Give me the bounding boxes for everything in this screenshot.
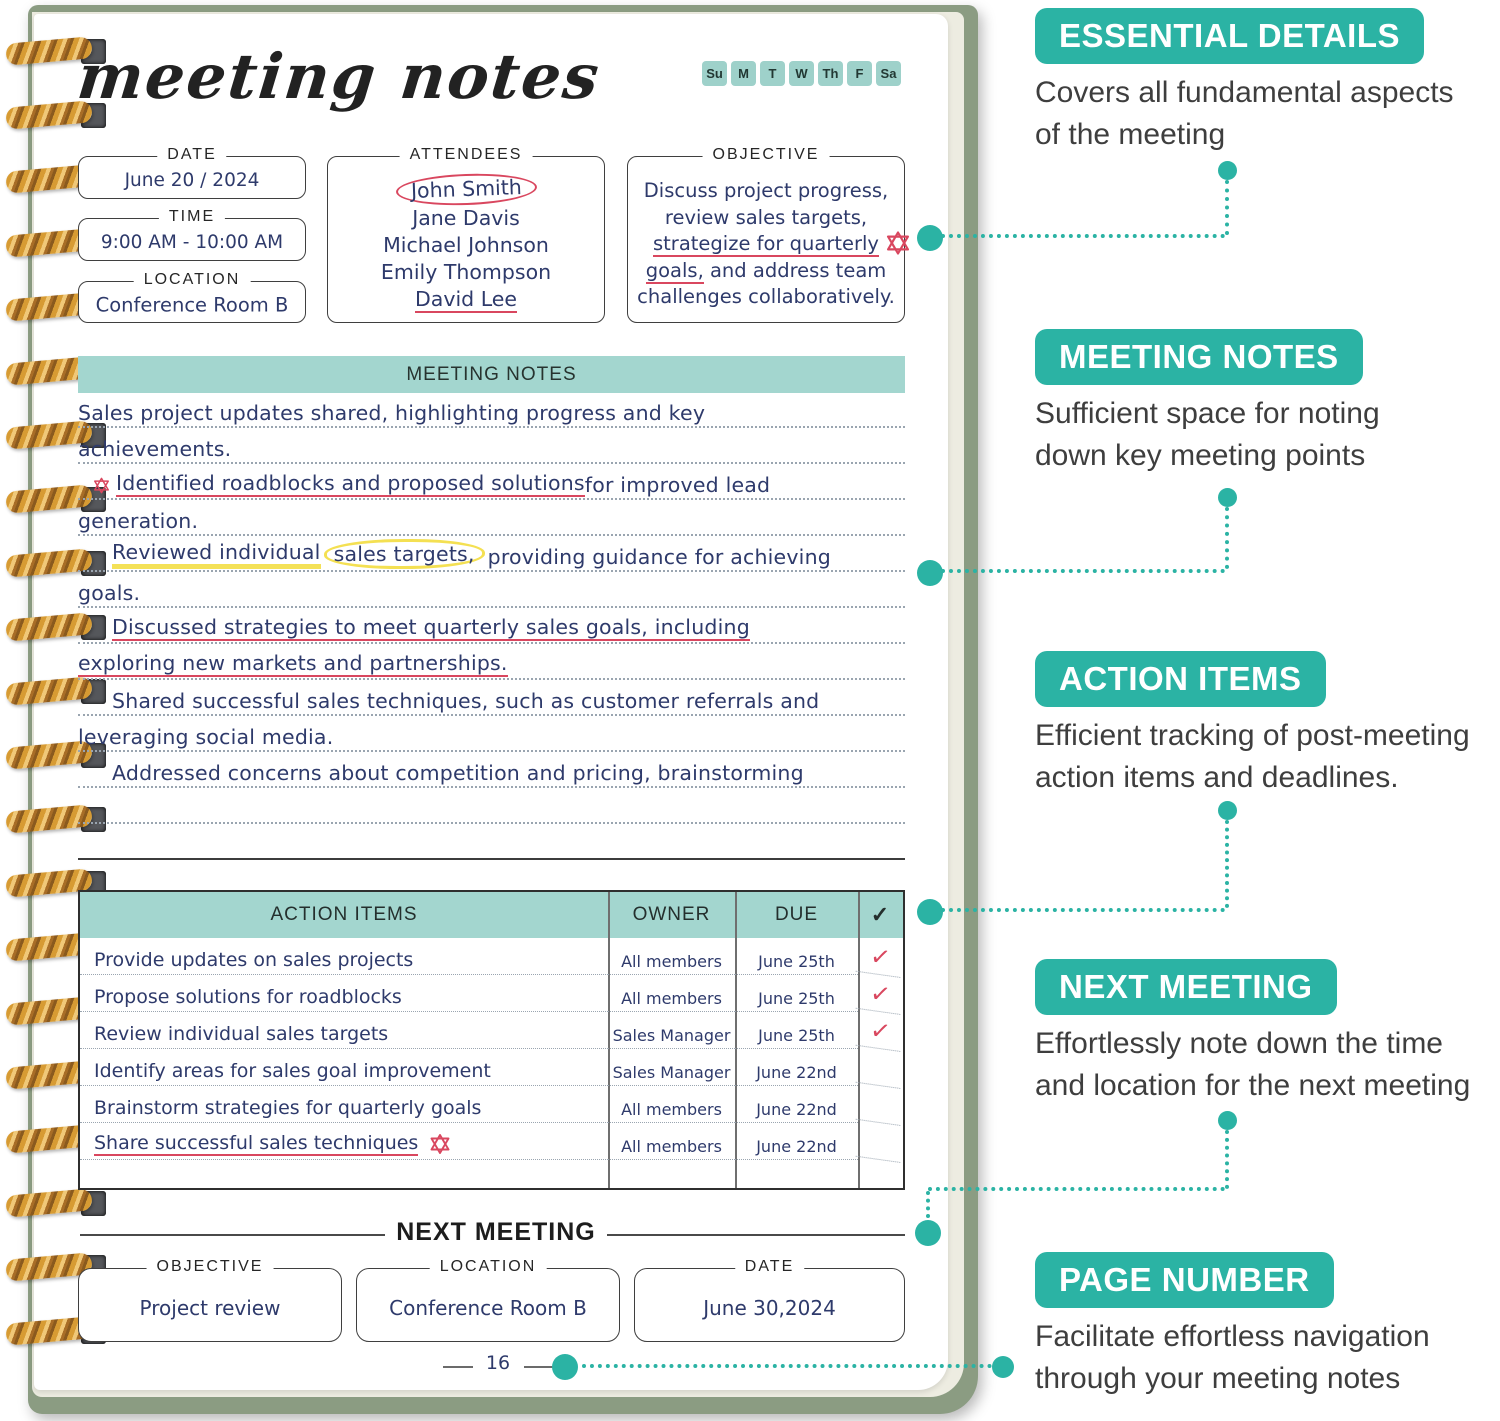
weekday-su: Su bbox=[702, 61, 727, 86]
next-date-value: June 30,2024 bbox=[703, 1295, 836, 1320]
annotation-badge: ACTION ITEMS bbox=[1035, 651, 1326, 707]
next-date-box bbox=[634, 1258, 905, 1342]
location-label: LOCATION bbox=[134, 271, 251, 289]
page-title: meeting notes bbox=[74, 40, 604, 113]
weekday-tu: T bbox=[760, 61, 785, 86]
connector-dot bbox=[915, 1220, 941, 1246]
attendee-underlined: David Lee bbox=[415, 287, 517, 311]
location-box bbox=[78, 271, 306, 323]
note-line: Identified roadblocks and proposed solutions for improved lead bbox=[78, 464, 905, 500]
rule-right bbox=[607, 1234, 905, 1236]
check-mark: ✓ bbox=[856, 935, 906, 978]
note-line: Reviewed individual sales targets, providing guidance for achieving bbox=[78, 536, 905, 572]
col-header-due: DUE bbox=[774, 904, 819, 925]
table-row: Propose solutions for roadblocks All members June 25th ✓ bbox=[80, 975, 903, 1012]
table-row: Share successful sales techniques All members June 22nd bbox=[80, 1123, 903, 1160]
objective-label: OBJECTIVE bbox=[703, 146, 830, 164]
connector-line bbox=[928, 1187, 1225, 1191]
page-number-dash bbox=[524, 1366, 554, 1368]
attendees-label: ATTENDEES bbox=[400, 146, 533, 164]
table-row: Identify areas for sales goal improvement Sales Manager June 22nd bbox=[80, 1049, 903, 1086]
attendees-box bbox=[327, 146, 605, 323]
note-line-empty bbox=[78, 788, 905, 824]
next-meeting-heading: NEXT MEETING bbox=[396, 1218, 596, 1246]
col-header-check: ✓ bbox=[870, 902, 891, 927]
star-doodle-icon bbox=[428, 1132, 452, 1156]
date-box bbox=[78, 146, 306, 199]
action-items-table bbox=[78, 890, 905, 1190]
meeting-notes-header: MEETING NOTES bbox=[78, 356, 905, 393]
note-line: Discussed strategies to meet quarterly sales goals, including bbox=[78, 608, 905, 644]
annotation-badge: NEXT MEETING bbox=[1035, 959, 1337, 1015]
table-header bbox=[80, 892, 903, 938]
time-value: 9:00 AM - 10:00 AM bbox=[100, 231, 284, 253]
next-objective-box bbox=[78, 1258, 342, 1342]
weekday-sa: Sa bbox=[876, 61, 901, 86]
location-value: Conference Room B bbox=[95, 293, 289, 317]
note-line: Addressed concerns about competition and pricing, brainstorming bbox=[78, 752, 905, 788]
next-location-box bbox=[356, 1258, 620, 1342]
next-objective-label: OBJECTIVE bbox=[147, 1258, 274, 1276]
objective-text: Discuss project progress, review sales targets, strategize for quarterly goals, and address team challenges collaboratively. bbox=[637, 179, 895, 308]
note-line: Shared successful sales techniques, such as customer referrals and bbox=[78, 680, 905, 716]
next-location-value: Conference Room B bbox=[389, 1295, 587, 1320]
section-divider bbox=[78, 858, 905, 860]
next-location-label: LOCATION bbox=[430, 1258, 547, 1276]
connector-dot bbox=[917, 225, 943, 251]
attendees-list bbox=[328, 157, 604, 313]
connector-dot bbox=[917, 560, 943, 586]
note-line: generation. bbox=[78, 500, 905, 536]
weekday-row bbox=[702, 61, 901, 86]
weekday-we: W bbox=[789, 61, 814, 86]
connector-line bbox=[941, 569, 1225, 573]
table-row: Review individual sales targets Sales Manager June 25th ✓ bbox=[80, 1012, 903, 1049]
time-box bbox=[78, 208, 306, 261]
connector-line bbox=[941, 908, 1225, 912]
check-mark: ✓ bbox=[856, 972, 906, 1015]
rule-left bbox=[80, 1234, 385, 1236]
connector-dot bbox=[1218, 801, 1237, 820]
table-row: Provide updates on sales projects All members June 25th ✓ bbox=[80, 938, 903, 975]
attendee: Emily Thompson bbox=[380, 260, 552, 284]
weekday-fr: F bbox=[847, 61, 872, 86]
date-label: DATE bbox=[157, 146, 226, 164]
annotation-badge: ESSENTIAL DETAILS bbox=[1035, 8, 1424, 64]
connector-line bbox=[1225, 1130, 1229, 1189]
annotation-badge: PAGE NUMBER bbox=[1035, 1252, 1334, 1308]
time-label: TIME bbox=[159, 208, 225, 226]
check-mark bbox=[856, 1120, 906, 1163]
connector-dot bbox=[992, 1356, 1014, 1378]
annotation-badge: MEETING NOTES bbox=[1035, 329, 1363, 385]
product-image: meeting notes Su M T W Th F Sa DATE June 20 / 2024 TIME 9:00 AM - 10:00 AM LOCATION Conference Room B ATTENDEES John Smith Jane Davis Michael Johnson Emily Thompson David Lee OBJECTIVE Discuss project progress, review sales targets, strategize for quarterly goals, and address team challenges collaboratively. MEETING NOTES Sales project updates shared, highlighting progress and key achievements. Identified roadblocks and proposed solutions for improved lead generation. Reviewed individual sales targets, providing guidance for achieving goals. Discussed strategies to meet quarterly sales goals, including exploring new markets and partnerships. Shared successful sales techniques, such as customer referrals and leveraging social media. Addressed concerns about competition and pricing, brainstorming ACTION ITEMS OWNER DUE ✓ Provide updates on sales projects All members June 25th ✓ Propose solutions for roadblocks All members June 25th ✓ Review individual sales targets Sales Manager June 25th ✓ Identify areas for sales goal improvement Sales Manager June 22nd Brainstorm strategies for quarterly goals All members June 22nd Share successful sales techniques All members June 22nd NEXT MEETING OBJECTIVE Project review LOCATION Conference Room B DATE June 30,2024 16 ESSENTIAL DETAILS Covers all fundamental aspects of the meeting MEETING NOTES Sufficient space for noting down key meeting points ACTION ITEMS Efficient tracking of post-meeting action items and deadlines. NEXT MEETING Effortlessly note down the time and location for the next meeting PAGE NUMBER Facilitate effortless navigation through your meeting notes bbox=[0, 0, 1500, 1421]
table-row: Brainstorm strategies for quarterly goals All members June 22nd bbox=[80, 1086, 903, 1123]
star-doodle-icon bbox=[884, 229, 912, 257]
col-header-items: ACTION ITEMS bbox=[270, 904, 418, 925]
col-header-owner: OWNER bbox=[632, 904, 711, 925]
attendee: Jane Davis bbox=[412, 206, 520, 230]
weekday-th: Th bbox=[818, 61, 843, 86]
table-rows bbox=[80, 938, 903, 1160]
connector-line bbox=[582, 1364, 992, 1368]
connector-dot bbox=[1218, 1111, 1237, 1130]
note-line: leveraging social media. bbox=[78, 716, 905, 752]
connector-line bbox=[1225, 507, 1229, 569]
objective-box bbox=[627, 146, 905, 323]
note-line: exploring new markets and partnerships. bbox=[78, 644, 905, 680]
attendee-circled: John Smith bbox=[395, 172, 537, 208]
connector-dot bbox=[552, 1354, 578, 1380]
spiral-coil bbox=[6, 1188, 106, 1218]
note-line: achievements. bbox=[78, 428, 905, 464]
date-value: June 20 / 2024 bbox=[124, 169, 260, 191]
attendee: Michael Johnson bbox=[383, 233, 549, 257]
next-date-label: DATE bbox=[735, 1258, 804, 1276]
meeting-notes-lines bbox=[78, 392, 905, 824]
next-objective-value: Project review bbox=[139, 1295, 281, 1320]
star-doodle-icon bbox=[92, 476, 111, 495]
note-line: Sales project updates shared, highlighting progress and key bbox=[78, 392, 905, 428]
connector-line bbox=[1225, 180, 1229, 235]
connector-dot bbox=[1218, 161, 1237, 180]
check-mark: ✓ bbox=[856, 1009, 906, 1052]
page-number-dash bbox=[443, 1366, 473, 1368]
connector-line bbox=[941, 234, 1225, 238]
weekday-mo: M bbox=[731, 61, 756, 86]
note-line: goals. bbox=[78, 572, 905, 608]
connector-dot bbox=[1218, 488, 1237, 507]
connector-line bbox=[926, 1191, 930, 1218]
page-number: 16 bbox=[485, 1352, 511, 1374]
connector-line bbox=[1225, 820, 1229, 908]
connector-dot bbox=[917, 899, 943, 925]
